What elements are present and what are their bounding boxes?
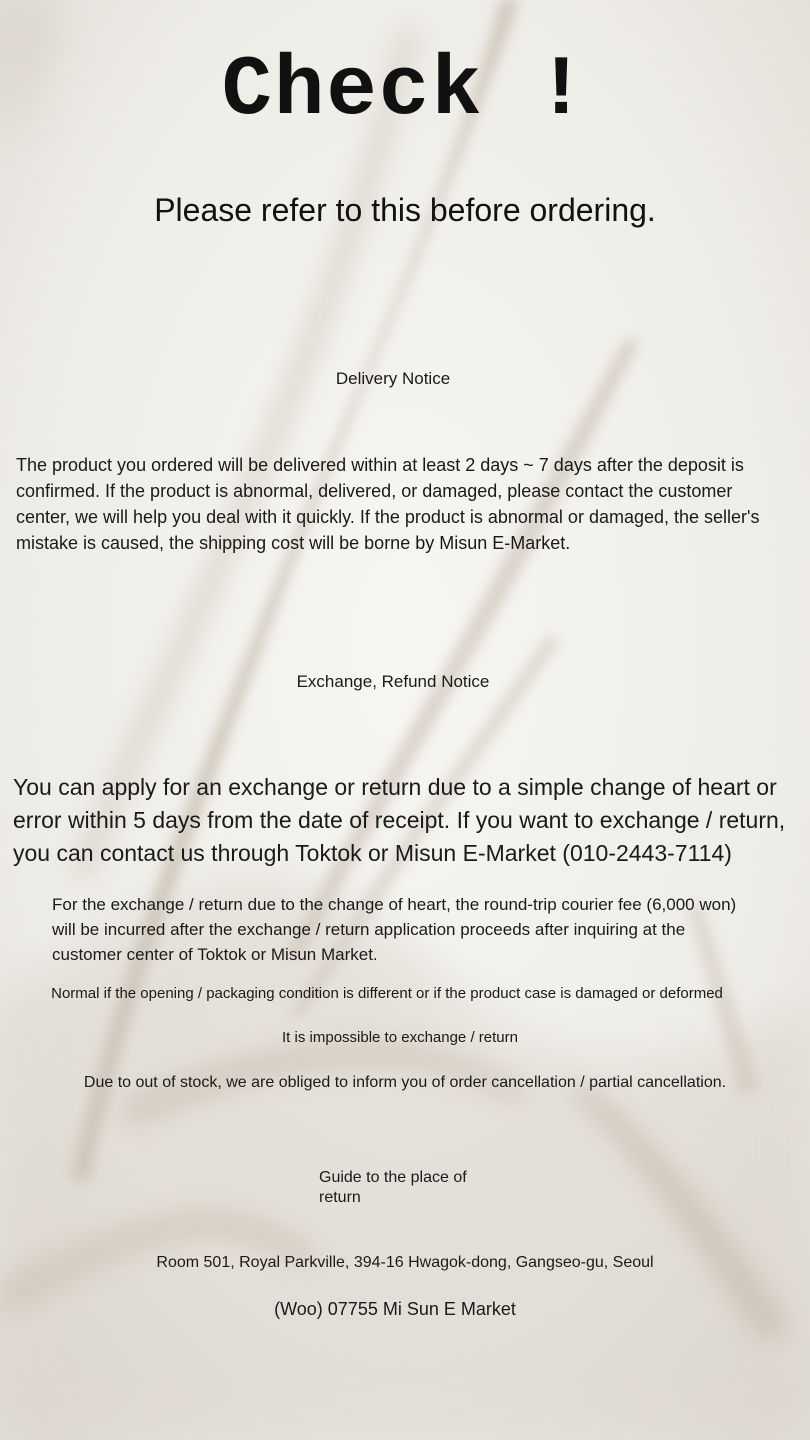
return-postal-code: (Woo) 07755 Mi Sun E Market [274,1299,516,1319]
delivery-notice-body: The product you ordered will be delivered within at least 2 days ~ 7 days after the deposit is confirmed. If the product is abnormal, delivered, or damaged, please contact the customer center, we will help you deal with it quickly. If the product is abnormal or damaged, the seller's mistake is caused, the shipping cost will be borne by Misun E-Market. [16,455,760,553]
return-address: Room 501, Royal Parkville, 394-16 Hwagok-dong, Gangseo-gu, Seoul [156,1254,654,1271]
delivery-notice-heading: Delivery Notice [335,369,451,388]
exchange-main-text: You can apply for an exchange or return due to a simple change of heart or error within 5 days from the date of receipt. If you want to exchange / return, you can contact us through Toktok or Misun E-Market (010-2443-7114) [13,774,786,866]
exchange-condition-text: Normal if the opening / packaging condition is different or if the product case is damaged or deformed [51,985,723,1002]
exchange-fee-text: For the exchange / return due to the change of heart, the round-trip courier fee (6,000 won) will be incurred after the exchange / return application proceeds after inquiring at the customer center of Toktok or Misun Market. [52,895,737,964]
return-guide-heading: Guide to the place of return [319,1169,467,1206]
out-of-stock-text: Due to out of stock, we are obliged to inform you of order cancellation / partial cancellation. [83,1074,727,1091]
exchange-impossible-text: It is impossible to exchange / return [282,1029,518,1046]
page-subtitle: Please refer to this before ordering. [154,192,656,228]
exchange-refund-heading: Exchange, Refund Notice [296,672,490,691]
page-title: Check ! [221,44,589,139]
